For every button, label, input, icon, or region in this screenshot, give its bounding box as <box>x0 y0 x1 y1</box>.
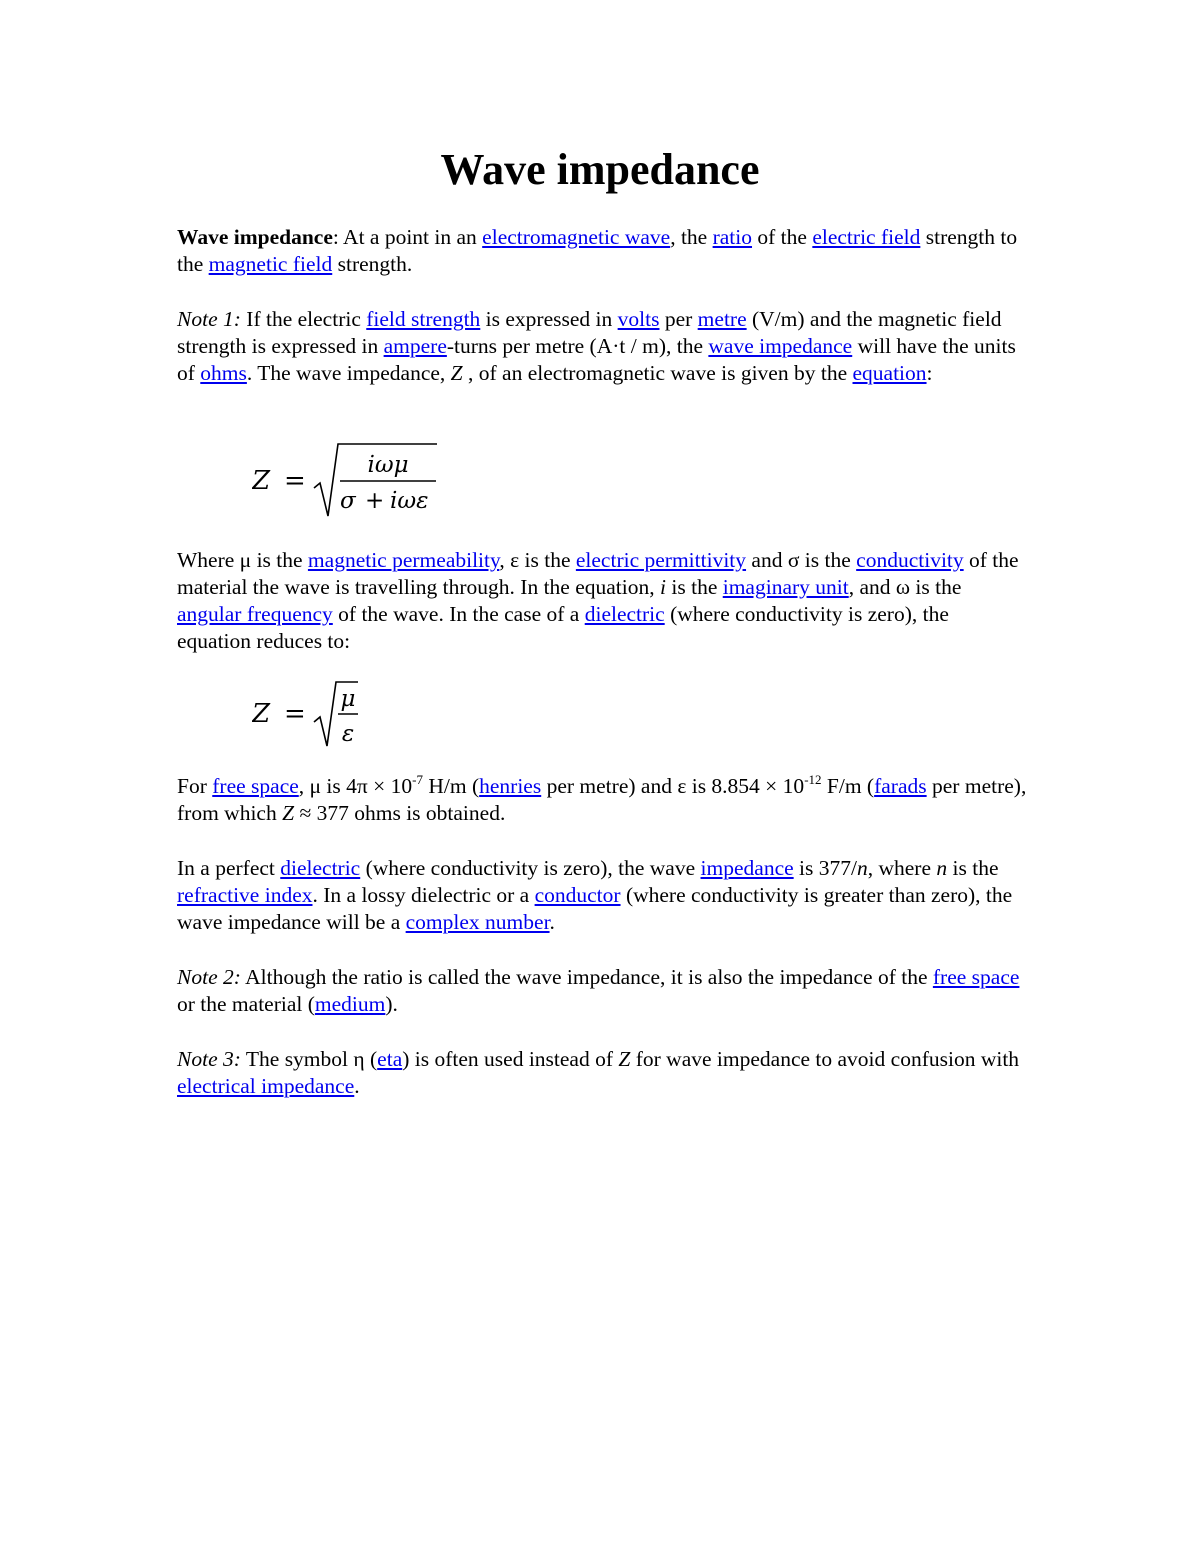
link-henries[interactable]: henries <box>479 774 542 798</box>
link-free-space[interactable]: free space <box>212 774 299 798</box>
link-volts[interactable]: volts <box>617 307 660 331</box>
formula-2-equals: = <box>284 699 306 729</box>
link-metre[interactable]: metre <box>697 307 747 331</box>
formula-denominator-sigma: σ <box>340 488 356 514</box>
formula-2-numerator: μ <box>340 686 356 712</box>
link-imaginary-unit[interactable]: imaginary unit <box>722 575 849 599</box>
variables-paragraph: Where μ is the magnetic permeability, ε is the electric permittivity and σ is the conductivity of the material the wave is travelling through. In the equation, i is the imaginary unit, and ω is the angular frequency of the wave. In the case of a dielectric (where conductivity is zero), the equation reduces to: <box>177 548 1019 653</box>
link-medium[interactable]: medium <box>314 992 386 1016</box>
link-angular-frequency[interactable]: angular frequency <box>177 602 333 626</box>
note-1-paragraph: Note 1: If the electric field strength is expressed in volts per metre (V/m) and the magnetic field strength is expressed in ampere-turns per metre (A·t / m), the wave impedance will have the units of ohms. The wave impedance, Z , of an electromagnetic wave is given by the equation: <box>177 307 1016 385</box>
link-free-space-2[interactable]: free space <box>932 965 1020 989</box>
definition-paragraph: Wave impedance: At a point in an electromagnetic wave, the ratio of the electric field strength to the magnetic field strength. <box>177 225 1018 276</box>
note-1-label: Note 1: <box>177 307 241 331</box>
formula-denominator-plus: + <box>365 488 385 514</box>
link-magnetic-field[interactable]: magnetic field <box>208 252 333 276</box>
note-2-paragraph: Note 2: Although the ratio is called the wave impedance, it is also the impedance of the free space or the material (medium). <box>177 965 1020 1016</box>
link-eta[interactable]: eta <box>377 1047 403 1071</box>
link-ampere[interactable]: ampere <box>383 334 447 358</box>
link-dielectric-2[interactable]: dielectric <box>280 856 361 880</box>
link-conductor[interactable]: conductor <box>534 883 621 907</box>
formula-2-denominator: ε <box>341 721 355 747</box>
wave-impedance-formula <box>252 436 452 526</box>
formula-equals: = <box>284 466 306 496</box>
formula-2-lhs: Z <box>252 699 271 729</box>
note-2-label: Note 2: <box>177 965 241 989</box>
link-electric-field[interactable]: electric field <box>812 225 921 249</box>
perfect-dielectric-paragraph: In a perfect dielectric (where conductivity is zero), the wave impedance is 377/n, where n is the refractive index. In a lossy dielectric or a conductor (where conductivity is greater than zero), the wave impedance will be a complex number. <box>177 856 1013 934</box>
note-3-label: Note 3: <box>177 1047 241 1071</box>
formula-numerator: iωμ <box>367 452 409 478</box>
link-ohms[interactable]: ohms <box>200 361 247 385</box>
note-3-paragraph: Note 3: The symbol η (eta) is often used instead of Z for wave impedance to avoid confusion with electrical impedance. <box>177 1047 1020 1098</box>
link-complex-number[interactable]: complex number <box>405 910 550 934</box>
link-wave-impedance[interactable]: wave impedance <box>708 334 853 358</box>
dielectric-impedance-formula <box>252 676 382 756</box>
link-field-strength[interactable]: field strength <box>366 307 481 331</box>
link-impedance[interactable]: impedance <box>700 856 794 880</box>
link-refractive-index[interactable]: refractive index <box>177 883 313 907</box>
link-conductivity[interactable]: conductivity <box>856 548 964 572</box>
formula-lhs: Z <box>252 466 271 496</box>
link-electrical-impedance[interactable]: electrical impedance <box>177 1074 355 1098</box>
link-electromagnetic-wave[interactable]: electromagnetic wave <box>482 225 671 249</box>
link-equation[interactable]: equation <box>852 361 927 385</box>
page-title: Wave impedance <box>440 145 760 194</box>
link-magnetic-permeability[interactable]: magnetic permeability <box>307 548 500 572</box>
link-dielectric[interactable]: dielectric <box>584 602 665 626</box>
link-farads[interactable]: farads <box>874 774 927 798</box>
link-ratio[interactable]: ratio <box>712 225 753 249</box>
formula-denominator-term: iωε <box>390 488 429 514</box>
free-space-paragraph: For free space, μ is $4\pi \times 10^{-7}$ H/m (henries per metre) and ε is $8.854 \times 10^{-12}$ F/m (farads per metre), from which Z ≈ 377 ohms is obtained. <box>177 772 1027 825</box>
term-bold: Wave impedance <box>177 225 333 249</box>
link-electric-permittivity[interactable]: electric permittivity <box>575 548 747 572</box>
